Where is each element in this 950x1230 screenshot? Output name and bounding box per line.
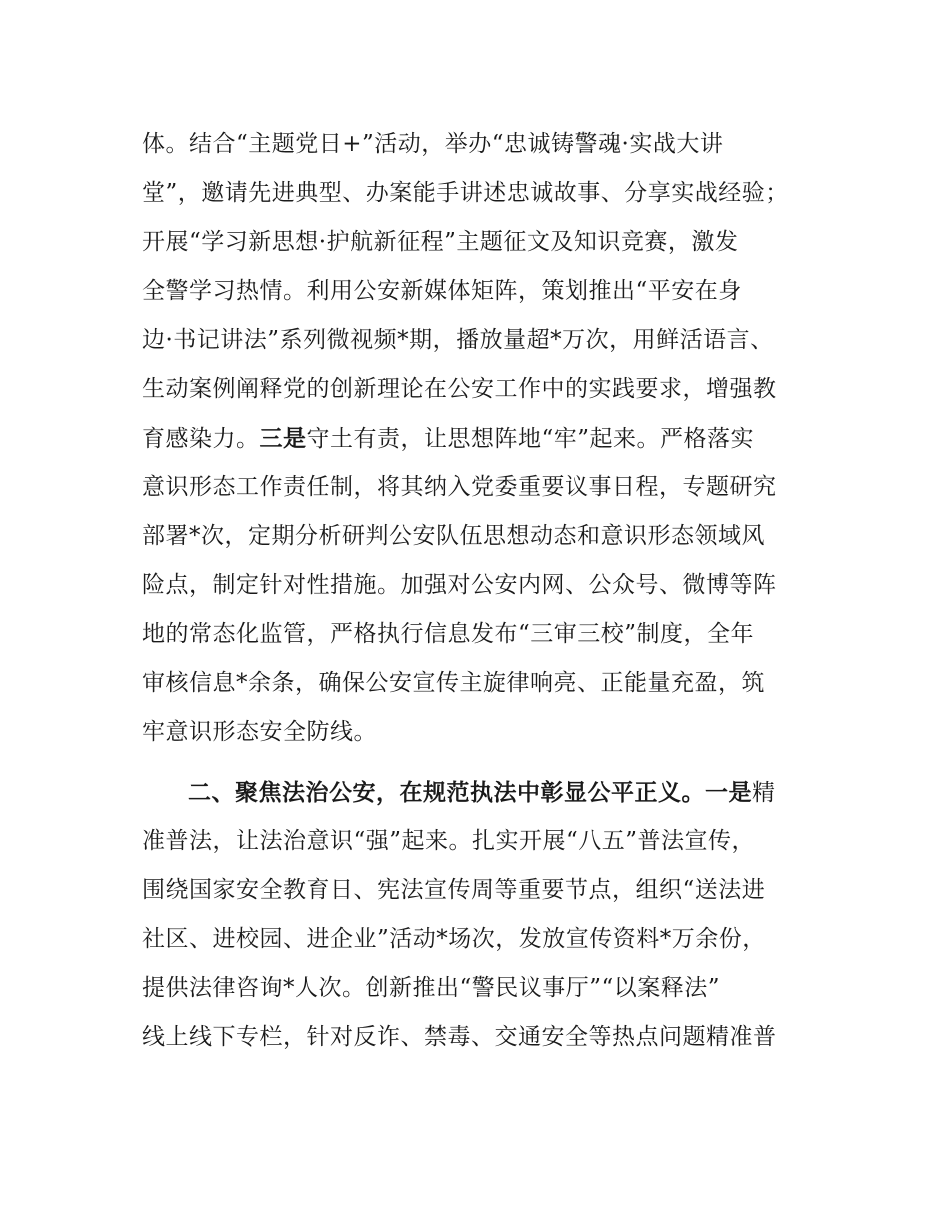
line-prefix: 育感染力。 (142, 426, 260, 452)
paragraph-rule-of-law (142, 768, 822, 1062)
text-line: 生动案例阐释党的创新理论在公安工作中的实践要求，增强教 (142, 376, 777, 402)
section-heading: 二、聚焦法治公安，在规范执法中彰显公平正义。 (188, 779, 705, 806)
text-line: 体。结合“主题党日+”活动，举办“忠诚铸警魂·实战大讲 (142, 131, 724, 157)
text-line: 牢意识形态安全防线。 (142, 719, 377, 745)
text-line: 部署*次，定期分析研判公安队伍思想动态和意识形态领域风 (142, 523, 765, 549)
text-line: 险点，制定针对性措施。加强对公安内网、公众号、微博等阵 (142, 572, 777, 598)
text-line: 意识形态工作责任制，将其纳入党委重要议事日程，专题研究 (142, 474, 777, 500)
section-heading-line (142, 768, 822, 817)
text-line: 线上线下专栏，针对反诈、禁毒、交通安全等热点问题精准普 (142, 1024, 777, 1050)
paragraph-ideology (142, 120, 822, 757)
line-body: 守土有责，让思想阵地“牢”起来。严格落实 (306, 426, 755, 452)
text-line: 地的常态化监管，严格执行信息发布“三审三校”制度，全年 (142, 621, 755, 647)
text-line: 提供法律咨询*人次。创新推出“警民议事厅”“以案释法” (142, 975, 721, 1001)
text-line: 社区、进校园、进企业”活动*场次，发放宣传资料*万余份， (142, 926, 766, 952)
point-marker-three: 三是 (259, 425, 307, 452)
point-marker-one: 一是 (705, 779, 752, 806)
text-line: 边·书记讲法”系列微视频*期，播放量超*万次，用鲜活语言、 (142, 327, 774, 353)
text-line: 准普法，让法治意识“强”起来。扎实开展“八五”普法宣传， (142, 828, 756, 854)
text-line: 堂”，邀请先进典型、办案能手讲述忠诚故事、分享实战经验； (142, 180, 789, 206)
text-line: 开展“学习新思想·护航新征程”主题征文及知识竞赛，激发 (142, 229, 739, 255)
text-line: 全警学习热情。利用公安新媒体矩阵，策划推出“平安在身 (142, 278, 742, 304)
text-line: 审核信息*余条，确保公安宣传主旋律响亮、正能量充盈，筑 (142, 670, 765, 696)
text-line (142, 414, 822, 463)
line-body: 精 (752, 780, 776, 806)
text-line: 围绕国家安全教育日、宪法宣传周等重要节点，组织“送法进 (142, 877, 766, 903)
